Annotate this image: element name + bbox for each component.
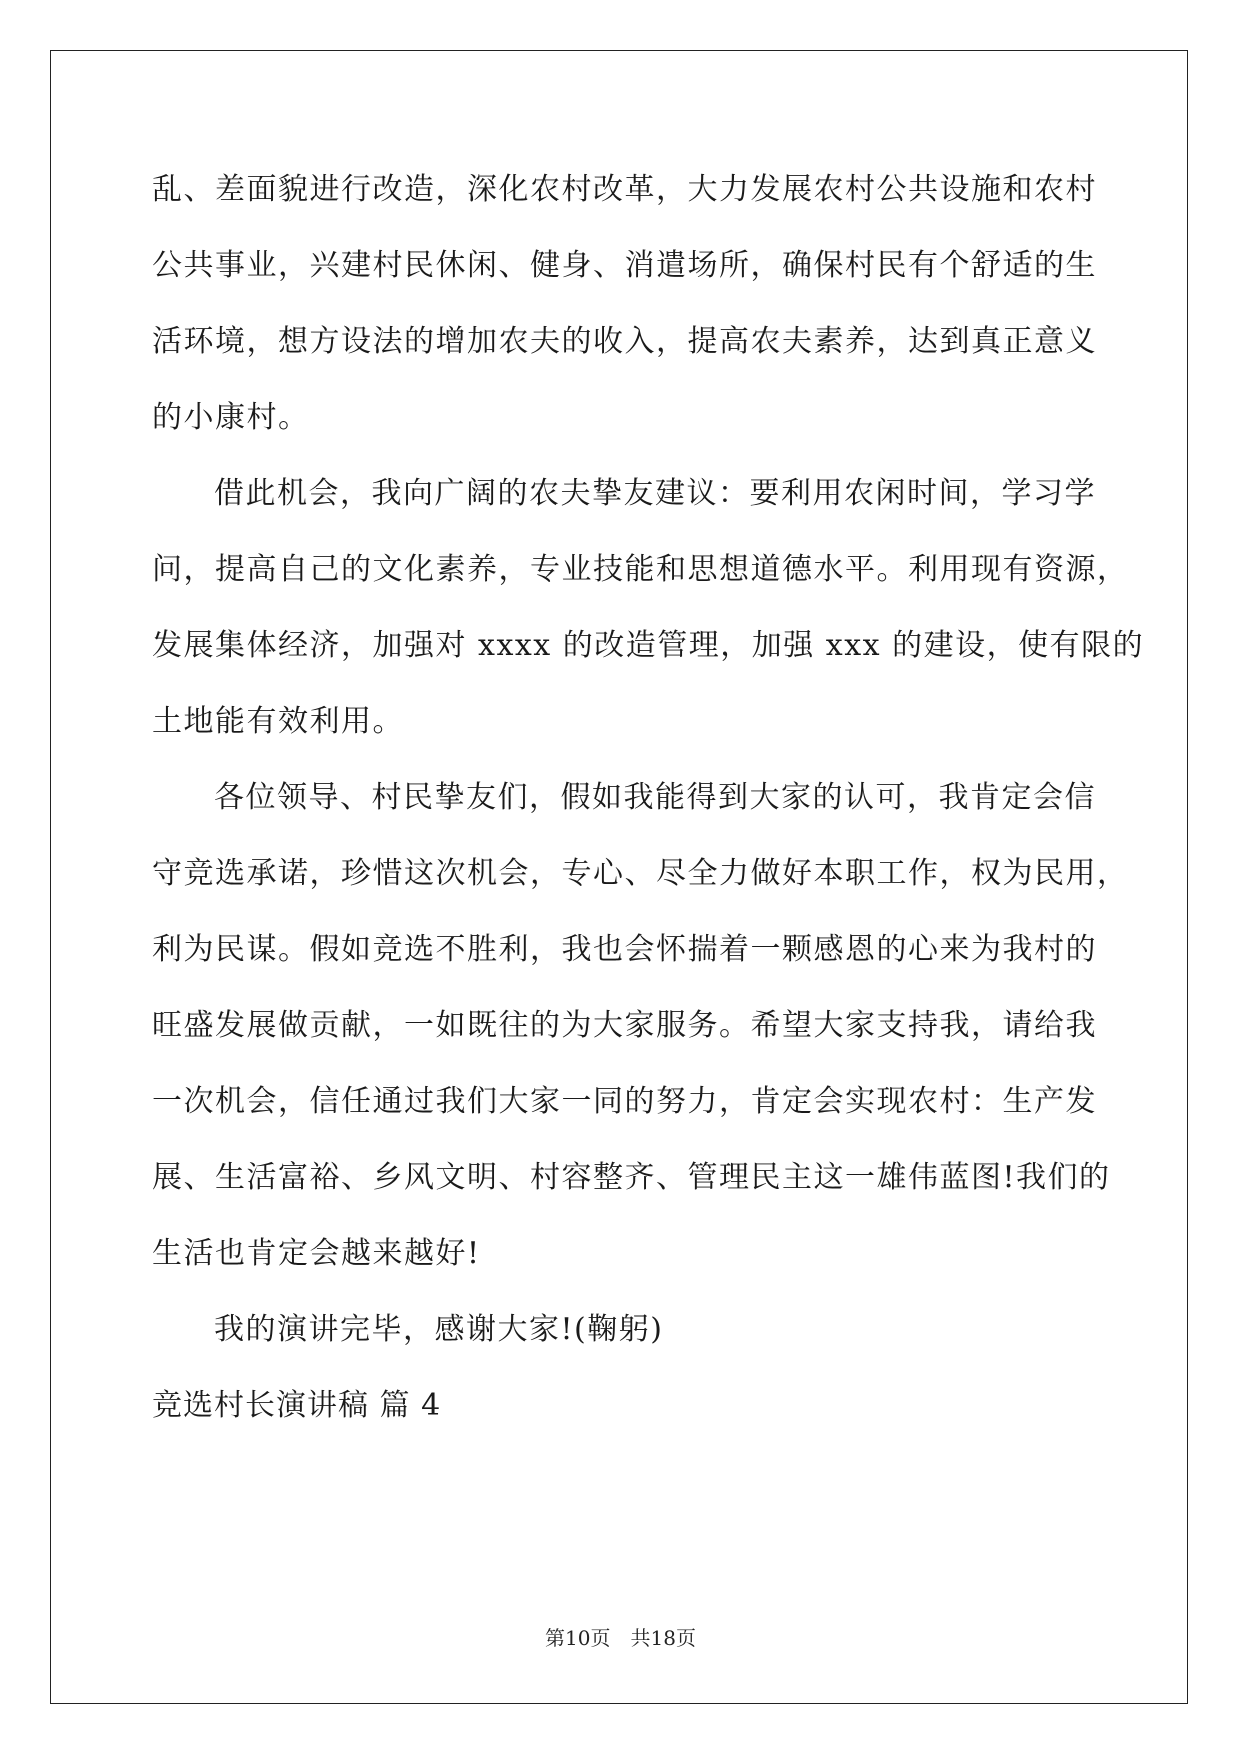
text-line: 生活也肯定会越来越好!	[152, 1236, 481, 1271]
text-line: 公共事业，兴建村民休闲、健身、消遣场所，确保村民有个舒适的生	[152, 248, 1097, 283]
text-line: 活环境，想方设法的增加农夫的收入，提高农夫素养，达到真正意义	[152, 324, 1097, 359]
text-line: 乱、差面貌进行改造，深化农村改革，大力发展农村公共设施和农村	[152, 172, 1097, 207]
text-line: 问，提高自己的文化素养，专业技能和思想道德水平。利用现有资源，	[152, 552, 1129, 587]
text-line: 守竞选承诺，珍惜这次机会，专心、尽全力做好本职工作，权为民用，	[152, 856, 1129, 891]
paragraph-start-line: 各位领导、村民挚友们，假如我能得到大家的认可，我肯定会信	[214, 780, 1096, 815]
text-line: 的小康村。	[152, 400, 310, 435]
text-line: 一次机会，信任通过我们大家一同的努力，肯定会实现农村：生产发	[152, 1084, 1097, 1119]
text-line: 土地能有效利用。	[152, 704, 404, 739]
text-line: 发展集体经济，加强对 xxxx 的改造管理，加强 xxx 的建设，使有限的	[152, 628, 1145, 663]
text-line: 展、生活富裕、乡风文明、村容整齐、管理民主这一雄伟蓝图!我们的	[152, 1160, 1111, 1195]
page-footer	[0, 1624, 1241, 1652]
page-number: 第10页	[545, 1626, 611, 1650]
text-line: 利为民谋。假如竞选不胜利，我也会怀揣着一颗感恩的心来为我村的	[152, 932, 1097, 967]
text-line: 旺盛发展做贡献，一如既往的为大家服务。希望大家支持我，请给我	[152, 1008, 1097, 1043]
paragraph-start-line: 借此机会，我向广阔的农夫挚友建议：要利用农闲时间，学习学	[214, 476, 1096, 511]
paragraph-start-line: 我的演讲完毕，感谢大家!(鞠躬)	[214, 1312, 664, 1347]
page-total: 共18页	[630, 1626, 696, 1650]
section-heading: 竞选村长演讲稿 篇 4	[152, 1388, 442, 1423]
